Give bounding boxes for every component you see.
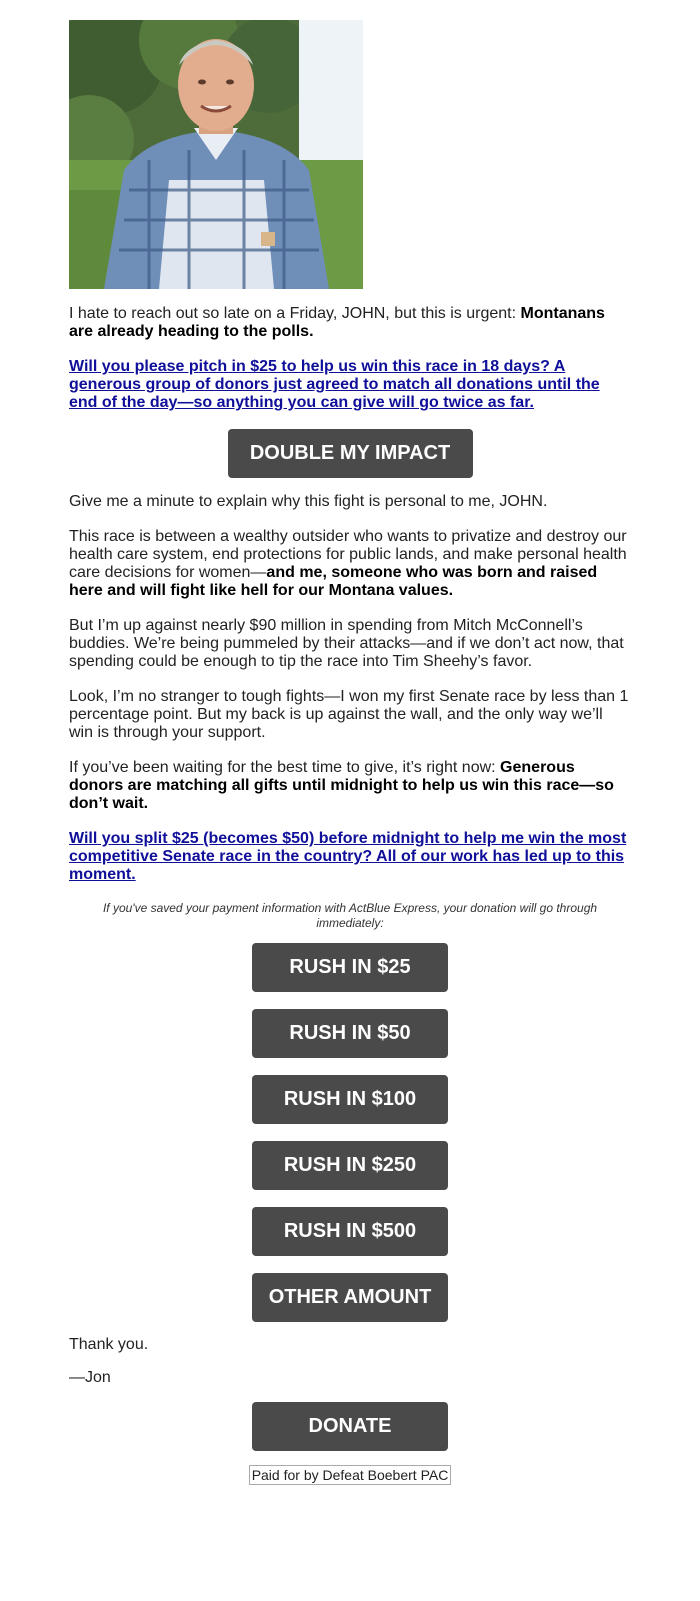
double-my-impact-button[interactable]: DOUBLE MY IMPACT — [228, 429, 473, 478]
rush-50-button[interactable]: RUSH IN $50 — [252, 1009, 448, 1058]
donate-link-paragraph-1 — [69, 358, 631, 412]
impact-button-wrap — [69, 429, 631, 493]
waiting-text: If you’ve been waiting for the best time to give, it’s right now: — [69, 759, 501, 776]
paid-for-wrap — [69, 1465, 631, 1485]
intro-bold: Montanans are already heading to the polls. — [69, 305, 605, 340]
rush-100-button[interactable]: RUSH IN $100 — [252, 1075, 448, 1124]
intro-text: I hate to reach out so late on a Friday, JOHN, but this is urgent: — [69, 305, 521, 322]
actblue-express-note: If you've saved your payment information with ActBlue Express, your donation will go through immediately: — [102, 901, 598, 930]
rush-25-button[interactable]: RUSH IN $25 — [252, 943, 448, 992]
donate-link-1[interactable]: Will you please pitch in $25 to help us win this race in 18 days? A generous group of donors just agreed to match all donations until the end of the day—so anything you can give will go twice as far. — [69, 358, 600, 411]
signature: —Jon — [69, 1369, 111, 1386]
spending-paragraph: But I’m up against nearly $90 million in spending from Mitch McConnell’s buddies. We’re being pummeled by their attacks—and if we don’t act now, that spending could be enough to tip the race into Tim Sheehy’s favor. — [69, 617, 624, 670]
email-body — [69, 20, 631, 1485]
candidate-photo — [69, 20, 363, 289]
donate-link-paragraph-2 — [69, 830, 631, 884]
intro-paragraph — [69, 305, 631, 341]
thank-you: Thank you. — [69, 1336, 149, 1353]
donate-button-wrap — [69, 1402, 631, 1465]
race-paragraph — [69, 528, 631, 600]
rush-500-button[interactable]: RUSH IN $500 — [252, 1207, 448, 1256]
donate-button[interactable]: DONATE — [252, 1402, 448, 1451]
donate-link-2[interactable]: Will you split $25 (becomes $50) before midnight to help me win the most competitive Senate race in the country? All of our work has led up to this moment. — [69, 830, 627, 883]
paid-for-disclaimer: Paid for by Defeat Boebert PAC — [249, 1465, 452, 1485]
waiting-paragraph — [69, 759, 631, 813]
race-text: This race is between a wealthy outsider who wants to privatize and destroy our health care system, end protections for public lands, and make personal health care decisions for women— — [69, 528, 627, 581]
rush-buttons — [69, 943, 631, 1336]
rush-250-button[interactable]: RUSH IN $250 — [252, 1141, 448, 1190]
race-bold: and me, someone who was born and raised here and will fight like hell for our Montana values. — [69, 564, 598, 599]
fights-paragraph: Look, I’m no stranger to tough fights—I won my first Senate race by less than 1 percentage point. But my back is up against the wall, and the only way we’ll win is through your support. — [69, 688, 629, 741]
personal-paragraph: Give me a minute to explain why this fight is personal to me, JOHN. — [69, 493, 548, 510]
waiting-bold: Generous donors are matching all gifts until midnight to help us win this race—so don’t wait. — [69, 759, 614, 812]
other-amount-button[interactable]: OTHER AMOUNT — [252, 1273, 448, 1322]
